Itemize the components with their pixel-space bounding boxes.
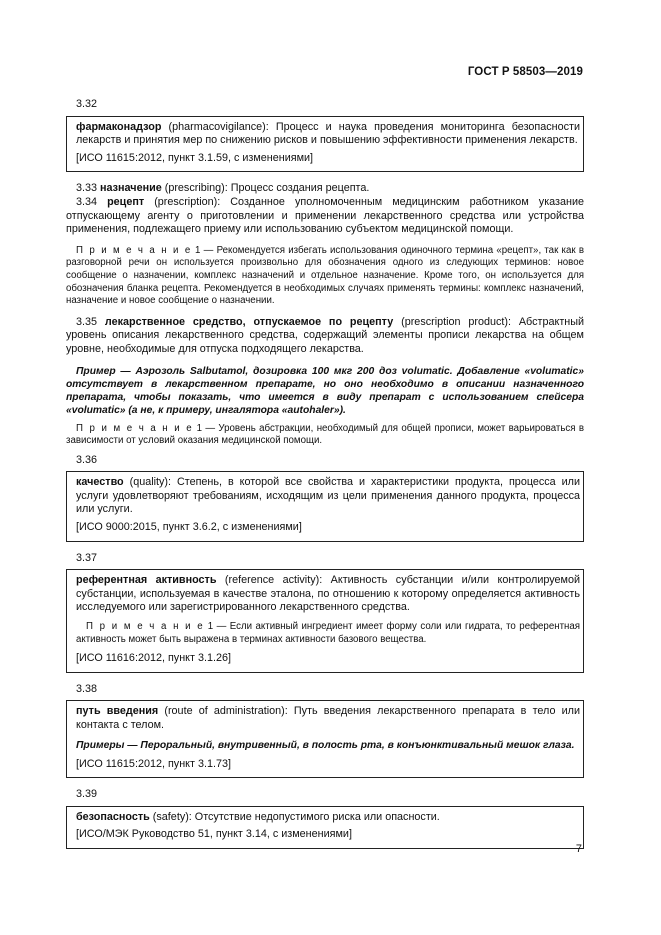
note-3-34: П р и м е ч а н и е 1 — Рекомендуется избегать использования одиночного термина «рецепт», так как в разговорной речи он используется произвольно для обозначения одного из следующих терминов: новое сообщение о назначении, комплекс назначений и отдельное назначение. Кроме того, он используется для обозначения бланка рецепта. Рекомендуется в необходимых случаях применять термины: комплекс назначений, назначение и новое сообщение о назначении. bbox=[66, 244, 584, 307]
source-reference: [ИСО 11615:2012, пункт 3.1.73] bbox=[76, 757, 231, 770]
clause-number: 3.38 bbox=[76, 682, 98, 695]
source-reference: [ИСО/МЭК Руководство 51, пункт 3.14, с изменениями] bbox=[76, 828, 352, 841]
clause-number: 3.32 bbox=[76, 98, 98, 110]
term: качество bbox=[76, 476, 124, 489]
term-definition: путь введения (route of administration): Путь введения лекарственного препарата в тело или контакта с телом. bbox=[76, 705, 580, 731]
term: рецепт bbox=[107, 195, 145, 208]
term-definition: фармаконадзор (pharmacovigilance): Процесс и наука проведения мониторинга безопасности лекарств и принятия мер по снижению рисков и повышению эффективности применения лекарств. bbox=[76, 120, 580, 147]
term-definition-3-34: 3.34 рецепт (prescription): Созданное уполномоченным медицинским работником указание отпускающему агенту о приготовлении и применении лекарственного средства или устройства применения, подлежащего приему или использованию субъектом медицинской помощи. bbox=[66, 195, 584, 236]
term: назначение bbox=[100, 182, 162, 195]
example-3-35: Пример — Аэрозоль Salbutamol, дозировка 100 мкг 200 доз volumatic. Добавление «volumatic» отсутствует в лекарственном препарате, но оно необходимо в описании назначенного препарата, чтобы показать, что имеется в виду препарат с использованием спейсера «volumatic» (а не, к примеру, ингалятора «autohaler»). bbox=[66, 365, 584, 416]
clause-number: 3.37 bbox=[76, 551, 98, 564]
term-definition: референтная активность (reference activity): Активность субстанции и/или контролируемой субстанции, используемая в качестве эталона, по отношению к которому определяется активность исследуемого или зарегистрированного лекарственного средства. bbox=[76, 574, 580, 614]
term-box-3-38 bbox=[66, 700, 584, 778]
standard-header: ГОСТ Р 58503—2019 bbox=[467, 66, 583, 78]
term-definition: качество (quality): Степень, в которой все свойства и характеристики продукта, процесса или услуги удовлетворяют требованиям, исходящим из цели применения данного продукта, процесса или услуги. bbox=[76, 476, 580, 516]
term: лекарственное средство, отпускаемое по рецепту bbox=[104, 315, 394, 328]
term: референтная активность bbox=[76, 574, 217, 587]
term-definition-3-35: 3.35 лекарственное средство, отпускаемое по рецепту (prescription product): Абстрактный уровень описания лекарственного средства, содержащий элементы прописи лекарства на общем уровне, необходимые для отпуска подходящего лекарства. bbox=[66, 315, 585, 355]
term-box-3-37 bbox=[66, 569, 584, 673]
note-3-35: П р и м е ч а н и е 1 — Уровень абстракции, необходимый для общей прописи, может варьироваться в зависимости от условий оказания медицинской помощи. bbox=[66, 422, 584, 447]
term-definition-3-33: 3.33 назначение (prescribing): Процесс создания рецепта. bbox=[76, 182, 370, 195]
source-reference: [ИСО 11615:2012, пункт 3.1.59, с изменениями] bbox=[76, 151, 314, 164]
term-box-3-39 bbox=[66, 806, 584, 849]
term: безопасность bbox=[76, 810, 150, 823]
term: путь введения bbox=[76, 705, 159, 718]
clause-number: 3.39 bbox=[76, 788, 98, 801]
page-number: 7 bbox=[575, 843, 582, 855]
term-box-3-36 bbox=[66, 471, 584, 541]
term-definition: безопасность (safety): Отсутствие недопустимого риска или опасности. bbox=[76, 810, 440, 823]
note-3-37: П р и м е ч а н и е 1 — Если активный ингредиент имеет форму соли или гидрата, то референтная активность может быть выражена в терминах активности базового вещества. bbox=[76, 621, 580, 645]
terms-content bbox=[66, 92, 584, 849]
term: фармаконадзор bbox=[76, 120, 162, 133]
clause-number: 3.36 bbox=[76, 453, 98, 466]
term-box-3-32 bbox=[66, 116, 584, 173]
example-3-38: Примеры — Пероральный, внутривенный, в полость рта, в конъюнктивальный мешок глаза. bbox=[76, 739, 575, 751]
source-reference: [ИСО 9000:2015, пункт 3.6.2, с изменениями] bbox=[76, 521, 302, 534]
source-reference: [ИСО 11616:2012, пункт 3.1.26] bbox=[76, 652, 231, 665]
